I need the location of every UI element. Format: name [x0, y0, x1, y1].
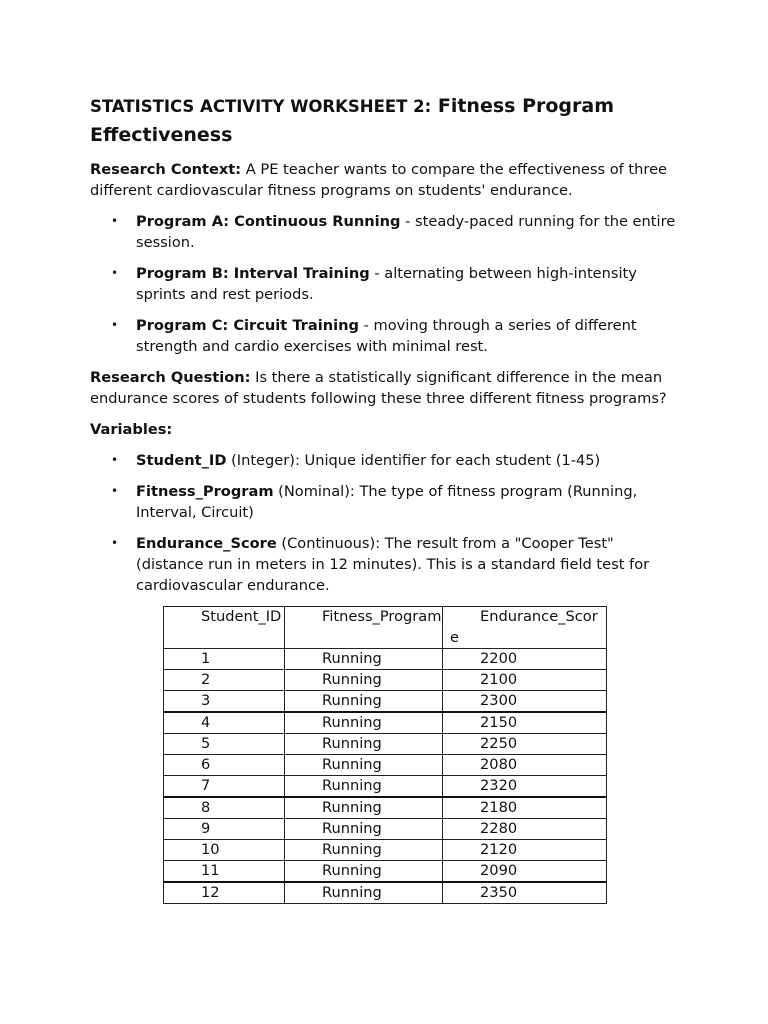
cell-program: Running: [285, 734, 443, 755]
list-item-fitness-program: [90, 481, 680, 523]
list-item-program-b: [90, 263, 680, 305]
table-row: [164, 734, 607, 755]
research-context-label: Research Context:: [90, 161, 242, 178]
cell-score: 2300: [443, 691, 607, 713]
table-row: [164, 840, 607, 861]
research-context-text: A PE teacher wants to compare the effectiveness of three different cardiovascular fitness programs on students' endurance.: [90, 161, 668, 199]
column-header-student-id: Student_ID: [164, 607, 285, 649]
bullet-icon: •: [111, 484, 119, 498]
cell-program: Running: [285, 691, 443, 713]
bullet-icon: •: [111, 266, 119, 280]
program-name: Program C: Circuit Training: [136, 317, 359, 334]
cell-program: Running: [285, 861, 443, 883]
program-list: [90, 211, 680, 357]
list-item-program-a: [90, 211, 680, 253]
cell-program: Running: [285, 882, 443, 904]
cell-student-id: 4: [164, 712, 285, 734]
cell-score: 2350: [443, 882, 607, 904]
cell-student-id: 3: [164, 691, 285, 713]
cell-student-id: 10: [164, 840, 285, 861]
cell-program: Running: [285, 776, 443, 798]
table-row: [164, 691, 607, 713]
cell-student-id: 9: [164, 819, 285, 840]
variable-desc: (Continuous): The result from a "Cooper Test" (distance run in meters in 12 minutes). This is a standard field test for cardiovascular endurance.: [136, 535, 650, 594]
cell-program: Running: [285, 840, 443, 861]
table-row: [164, 670, 607, 691]
research-question: [90, 367, 680, 409]
variable-list: [90, 450, 680, 596]
table-row: [164, 776, 607, 798]
cell-score: 2320: [443, 776, 607, 798]
table-row: [164, 649, 607, 670]
bullet-icon: •: [111, 318, 119, 332]
cell-program: Running: [285, 755, 443, 776]
table-row: [164, 819, 607, 840]
cell-program: Running: [285, 670, 443, 691]
list-item-endurance-score: [90, 533, 680, 596]
variable-name: Student_ID: [136, 452, 227, 469]
cell-student-id: 7: [164, 776, 285, 798]
title-prefix: STATISTICS ACTIVITY WORKSHEET 2:: [90, 97, 432, 116]
table-row: [164, 755, 607, 776]
document-body: [90, 92, 680, 904]
variable-name: Fitness_Program: [136, 483, 274, 500]
list-item-student-id: [90, 450, 680, 471]
research-context: [90, 159, 680, 201]
table-row: [164, 861, 607, 883]
research-question-label: Research Question:: [90, 369, 251, 386]
cell-student-id: 5: [164, 734, 285, 755]
cell-student-id: 11: [164, 861, 285, 883]
bullet-icon: •: [111, 453, 119, 467]
variables-label: Variables:: [90, 421, 173, 438]
cell-score: 2280: [443, 819, 607, 840]
variables-heading: [90, 419, 680, 440]
cell-student-id: 6: [164, 755, 285, 776]
page-title: [90, 92, 680, 149]
cell-score: 2080: [443, 755, 607, 776]
cell-score: 2250: [443, 734, 607, 755]
column-header-endurance-score: Endurance_Score: [443, 607, 607, 649]
list-item-program-c: [90, 315, 680, 357]
research-question-text: Is there a statistically significant difference in the mean endurance scores of students following these three different fitness programs?: [90, 369, 667, 407]
cell-program: Running: [285, 712, 443, 734]
bullet-icon: •: [111, 214, 119, 228]
variable-desc: (Integer): Unique identifier for each student (1-45): [226, 452, 601, 469]
cell-program: Running: [285, 819, 443, 840]
cell-score: 2200: [443, 649, 607, 670]
program-name: Program B: Interval Training: [136, 265, 370, 282]
table-row: [164, 797, 607, 819]
bullet-icon: •: [111, 536, 119, 550]
program-desc: - steady-paced running for the entire session.: [136, 213, 676, 251]
program-name: Program A: Continuous Running: [136, 213, 401, 230]
program-desc: - moving through a series of different strength and cardio exercises with minimal rest.: [136, 317, 637, 355]
cell-program: Running: [285, 797, 443, 819]
cell-score: 2120: [443, 840, 607, 861]
cell-program: Running: [285, 649, 443, 670]
program-desc: - alternating between high-intensity sprints and rest periods.: [136, 265, 637, 303]
cell-score: 2090: [443, 861, 607, 883]
table-row: [164, 882, 607, 904]
table-row: [164, 712, 607, 734]
title-main: Fitness Program Effectiveness: [90, 95, 615, 146]
cell-score: 2180: [443, 797, 607, 819]
cell-student-id: 1: [164, 649, 285, 670]
cell-score: 2150: [443, 712, 607, 734]
cell-student-id: 2: [164, 670, 285, 691]
table-header-row: [164, 607, 607, 649]
variable-name: Endurance_Score: [136, 535, 277, 552]
data-table: [163, 606, 607, 904]
cell-student-id: 8: [164, 797, 285, 819]
cell-score: 2100: [443, 670, 607, 691]
variable-desc: (Nominal): The type of fitness program (Running, Interval, Circuit): [136, 483, 638, 521]
column-header-fitness-program: Fitness_Program: [285, 607, 443, 649]
cell-student-id: 12: [164, 882, 285, 904]
